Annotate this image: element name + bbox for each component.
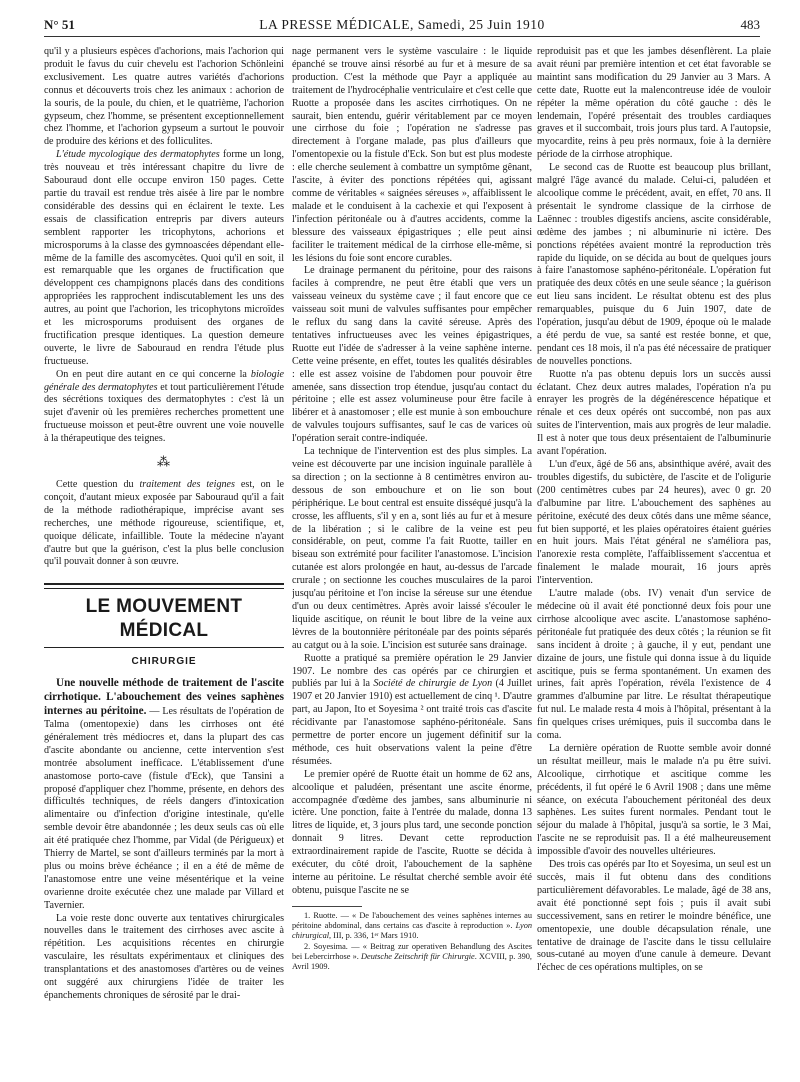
paragraph: Le drainage permanent du péritoine, pour des raisons faciles à comprendre, ne peut être établi que vers un vaisseau veineux du système cave ; il faut encore que ce vaisseau soit muni de valvules suffisantes pour empêcher le reflux du sang dans la cavité séreuse. Après des tentatives infructueuses avec les veines épigastriques, Ruotte eut l'idée de s'adresser à la veine saphène interne. Cette veine présente, en effet, toutes les qualités désirables : elle est assez voisine de l'abdomen pour pouvoir être amenée, sans dissection trop étendue, jusqu'au contact du péritoine ; elle est assez volumineuse pour être facile à libérer et à anastomoser ; elle est munie à son embouchure de valvules toujours suffisantes, sauf le cas de varices où l'opération serait contre-indiquée.	[292, 265, 532, 445]
paragraph: reproduisit pas et que les jambes désenflèrent. La plaie avait réuni par première intention et cet état favorable se maintint sans modification du 29 Janvier au 3 Mars. A cette date, Ruotte eut la malencontreuse idée de vouloir répéter la même opération du côté gauche : dès le lendemain, l'opéré présentait des troubles cardiaques graves et il succombait, trois jours plus tard. A l'autopsie, myocardite, reins à peu près normaux, foie à la dernière période de la cirrhose atrophique.	[537, 46, 771, 161]
section-asterism: ⁂	[157, 454, 171, 470]
emphasis: L'étude mycologique des dermatophytes	[56, 149, 220, 161]
emphasis: traitement des teignes	[139, 479, 235, 490]
paragraph-text: Ruotte a pratiqué sa première opération le 29 Janvier 1907. Le nombre des cas opérés par ce chirurgien et publiés par lui à la	[292, 652, 532, 690]
paragraph-text: Cette question du	[56, 479, 140, 490]
footnote	[292, 911, 532, 942]
paragraph: L'un d'eux, âgé de 56 ans, absinthique avéré, avait des troubles digestifs, du subictère, de l'ascite et de l'oligurie (200 centimètres cubes par 24 heures), avec 0 gr. 20 d'albumine par litre. L'abouchement des saphènes au péritoine, exécuté des deux côtés dans une même séance, fut bien supporté, et les plaies opératoires étaient guéries en huit jours. Mais l'état général ne s'améliora pas, l'anorexie resta complète, l'affaiblissement s'accentua et finalement le malade mourait, 16 jours après l'intervention.	[537, 459, 771, 587]
paragraph-text: (4 Juillet 1907 et 20 Janvier 1910) est actuellement de cinq ¹. D'autre part, au Japon, Ito et Soyesima ² ont traité trois cas d'ascite récidivante par l'anastomose saphéno-péritonéale. Sans permettre de porter encore un jugement définitif sur la méthode, ces huit observations valent la peine d'être résumées.	[292, 678, 532, 767]
footnote-text: , III, p. 336, 1ᵉʳ Mars 1910.	[329, 931, 419, 941]
page-header	[44, 14, 760, 37]
paragraph-text: est, on le conçoit, d'autant mieux exposée par Sabouraud qu'il a fait de la méthode radiothérapique, imprécise avant ses recherches, une méthode rigoureuse, scientifique, et, quoique délicate, infaillible. Toute la médecine n'ayant d'autre but que la guérison, c'est la plus belle conclusion qu'il pouvait donner à son œuvre.	[44, 479, 284, 568]
paragraph: nage permanent vers le système vasculaire : le liquide épanché se trouve ainsi résorbé au fur et à mesure de sa production. C'est la méthode que Payr a appliquée au traitement de l'hydrocéphalie ventriculaire et c'est celle que Ruotte a proposée dans les ascites cirrhotiques. On ne saurait, bien entendu, guérir véritablement par ce moyen une cirrhose du foie ; l'opération ne s'adresse pas directement à l'organe malade, pas plus d'ailleurs que l'omentopexie ou la fistule d'Eck. Son but est plus modeste : elle cherche seulement à combattre un symptôme gênant, l'ascite, à éviter des ponctions répétées qui, agissant comme de véritables « saignées séreuses », affaiblissent le malade et le conduisent à la cachexie et qui l'exposent à l'infection péritonéale ou à d'autres accidents, comme la blessure des vaisseaux épigastriques ; elle peut ainsi faciliter le traitement médical de la cirrhose elle-même, si les lésions du foie sont encore curables.	[292, 46, 532, 264]
column-1	[44, 46, 284, 1072]
section-subtitle: CHIRURGIE	[131, 656, 197, 668]
emphasis: Société de chirurgie de Lyon	[373, 678, 493, 690]
paragraph	[44, 677, 284, 912]
paragraph: La technique de l'intervention est des plus simples. La veine est découverte par une incision inguinale parallèle à sa direction ; on la sectionne à 8 centimètres environ au-dessous de son embouchure et on lie son bout périphérique. Le bout central est ensuite disséqué jusqu'à la crosse, les affluents, s'il y en a, sont liés au fur et à mesure de la libération ; si le calibre de la veine est peu considérable, on peut, comme l'a fait Ruotte, tailler en biseau son extrémité pour faciliter l'anastomose. L'incision cutanée est alors prolongée en haut, au-dessus de l'arcade crurale ; on sectionne les couches musculaires de la paroi jusqu'au péritoine et l'on incise la séreuse sur une étendue d'un ou deux centimètres. Après avoir laissé s'écouler le liquide ascitique, on réunit le bout libre de la veine aux lèvres de la boutonnière péritonéale par des points séparés au catgut ou à la soie. L'incision est suturée sans drainage.	[292, 446, 532, 651]
paragraph	[44, 369, 284, 446]
paragraph	[44, 149, 284, 368]
paragraph: qu'il y a plusieurs espèces d'achorions, mais l'achorion qui produit le favus du cuir chevelu est l'achorion Schönleini exclusivement. Les quatre autres variétés d'achorions connus et découverts trois chez les animaux : achorion de la souris, de la poule, du chien, et le quatrième, l'achorion gypseum, chez l'homme, se présentent exceptionnellement chez l'homme, et l'achorion gypseum a surtout le pouvoir de produire des kérions et des folliculites.	[44, 46, 284, 148]
paragraph-text: forme un long, très nouveau et très intéressant chapitre du livre de Sabouraud dont elle occupe environ 150 pages. Cette partie du travail est rendue très aisée à lire par le nombre considérable des dessins qui en éclairent le texte. Les essais de classification entrepris par divers auteurs semblent rapporter les tricophytons, achorions et microsporums à la classe des gymnoascées dépendant elle-même de la famille des ascomycètes. Quoi qu'il en soit, il est remarquable que les organes de fructification que développent ces champignons placés dans des conditions appropriées les rapprochent indiscutablement les uns des autres, au point que l'achorion, les tricophytons microïdes et les microsporums produisent des organes de fructification presque identiques. La question demeure ouverte, le livre de Sabouraud en rendra l'étude plus fructueuse.	[44, 149, 284, 367]
paragraph: Des trois cas opérés par Ito et Soyesima, un seul est un succès, mais il fut obtenu dans des conditions particulièrement défavorables. Le malade, âgé de 38 ans, avait été ponctionné sept fois ; puis il avait subi successivement, sans en retirer le moindre bénéfice, une omentopexie, une double décapsulation rénale, une tentative de drainage de l'ascite dans le tissu cellulaire sous-cutané au moyen d'une canule à demeure. Devant l'échec de ces opérations multiples, on se	[537, 859, 771, 974]
footnote-text: 1. Ruotte. — « De l'abouchement des veines saphènes internes au péritoine abdominal, dans certains cas d'ascite à reproduction ».	[292, 910, 532, 931]
paragraph: La voie reste donc ouverte aux tentatives chirurgicales nouvelles dans le traitement des cirrhoses avec ascite à répétition. Les acquisitions récentes en chirurgie vasculaire, les résultats expérimentaux et cliniques des transplantations et des anastomoses d'artères ou de veines ont suggéré aux chirurgiens l'idée de traiter les épanchements chroniques de sérosité par le drai-	[44, 912, 284, 1001]
footnote-rule	[292, 906, 362, 907]
paragraph: Le premier opéré de Ruotte était un homme de 62 ans, alcoolique et paludéen, présentant une ascite énorme, accompagnée d'œdème des jambes, sans albuminurie ni ictère. Une ponction, faite à l'entrée du malade, donna 13 litres de liquide, et, 3 jours plus tard, une seconde ponction donnait 9 litres. Devant cette reproduction extraordinairement rapide de l'ascite, Ruotte se décida à exécuter, du côté droit, l'abouchement de la saphène interne au péritoine. Le résultat cherché semble avoir été obtenu, puisque l'ascite ne se	[292, 768, 532, 896]
emphasis: biologie générale des dermatophytes	[44, 368, 284, 393]
emphasis: Deutsche Zeitschrift für Chirurgie	[361, 952, 475, 961]
paragraph: Le second cas de Ruotte est beaucoup plus brillant, malgré l'âge avancé du malade. Celui-ci, paludéen et alcoolique comme le précédent, avait, en effet, 70 ans. Il présentait le syndrome classique de la cirrhose de Laënnec : troubles digestifs anciens, ascite considérable, œdème des jambes ; ni albuminurie ni ictère. Des ponctions répétées avaient montré la reproduction très rapide du liquide, on se décida au bout de quelques jours à faire l'anastomose saphéno-péritonéale. L'opération fut pratiquée des deux côtés en une seule séance ; la guérison eut lieu sans incident. Le résultat obtenu est des plus remarquables, puisque du 6 Juin 1907, date de l'opération, jusqu'au début de 1909, époque où le malade a été perdu de vue, sa santé est restée bonne, et que, pendant ces 18 mois, il n'a pas été nécessaire de pratiquer de nouvelles ponctions.	[537, 162, 771, 367]
paragraph	[44, 479, 284, 569]
paragraph-text: On en peut dire autant en ce qui concerne la	[56, 368, 251, 380]
section-rule-thin	[44, 647, 284, 648]
footnote-text: . XCVIII, p. 390, Avril 1909.	[292, 952, 532, 972]
column-3	[537, 46, 771, 1072]
footnote	[292, 942, 532, 973]
section-title: LE MOUVEMENT MÉDICAL	[85, 596, 243, 642]
footnote-text: 2. Soyesima. — « Beitrag zur operativen Behandlung des Ascites bei Lebercirrhose ».	[292, 941, 532, 961]
paragraph: La dernière opération de Ruotte semble avoir donné un résultat meilleur, mais le malade n'a pu être suivi. Alcoolique, cirrhotique et ascitique comme les précédents, il fut opéré le 6 Avril 1908 ; dans une même séance, on exécuta l'abouchement péritonéal des deux saphènes. Les suites furent normales. Pendant tout le séjour du malade à l'hôpital, jusqu'à sa sortie, le 3 Mai, l'ascite ne se reproduisit pas. Il a été malheureusement impossible d'avoir des nouvelles ultérieures.	[537, 742, 771, 858]
emphasis: Lyon chirurgical	[292, 921, 532, 941]
article-title: Une nouvelle méthode de traitement de l'ascite cirrhotique. L'abouchement des veines saphènes internes au péritoine.	[44, 677, 284, 718]
paragraph-text: — Les résultats de l'opération de Talma (omentopexie) dans les cirrhoses ont été généralement très médiocres et, dans la plupart des cas d'ascite abondante ou ancienne, cette intervention s'est montrée absolument inefficace. L'établissement d'une anastomose porto-cave (fistule d'Eck), que Tansini a proposé d'appliquer chez l'homme, présente, en dehors des difficultés techniques, de réels dangers d'intoxication alimentaire ou d'infection d'origine intestinale, qu'elle semble devoir être abandonnée ; les deux seuls cas où elle ait été pratiquée chez l'homme, par Vidal (de Périgueux) et Thierry de Martel, se sont d'ailleurs terminés par la mort à plus ou moins brève échéance ; il en a été de même de l'anastomose entre une veine mésentérique et la veine ovarienne droite exécutée chez une malade par Villard et Tavernier.	[44, 706, 284, 911]
section-rule	[44, 583, 284, 585]
page-number: 483	[740, 17, 760, 32]
paragraph-text: et tout particulièrement l'étude des sécrétions toxiques des dermatophytes : c'est là un sujet d'avenir où les premières recherches promettent une fructueuse moisson et peut-être ouvrent une voie nouvelle à la thérapeutique des teignes.	[44, 381, 284, 445]
section-rule-thin	[44, 588, 284, 589]
paragraph	[292, 653, 532, 769]
issue-number: N° 51	[44, 17, 75, 32]
column-2	[292, 46, 532, 1072]
paragraph: Ruotte n'a pas obtenu depuis lors un succès aussi éclatant. Chez deux autres malades, l'opération n'a pu enrayer les progrès de la dégénérescence hépatique et rénale et ces deux opérés ont succombé, non pas aux suites de l'intervention, mais aux progrès de leur maladie. Il est à noter que tous deux présentaient de l'albuminurie avant l'opération.	[537, 368, 771, 458]
paragraph: L'autre malade (obs. IV) venait d'un service de médecine où il avait été ponctionné deux fois pour une cirrhose alcoolique avec ascite. L'anastomose saphéno-péritonéale fut pratiquée des deux côtés ; la réunion se fit sans incident à droite ; à gauche, il y eut, pendant une dizaine de jours, une fistule qui donna issue à du liquide ascitique, puis se ferma spontanément. Un examen des urines, fait après l'opération, révéla l'existence de 4 grammes d'albumine par litre. Le résultat thérapeutique fut nul. Le malade resta 4 mois à l'hôpital, présentant à la fin quelques crises urémiques, puis il succomba dans le coma.	[537, 588, 771, 742]
masthead-title: LA PRESSE MÉDICALE, Samedi, 25 Juin 1910	[259, 17, 545, 32]
